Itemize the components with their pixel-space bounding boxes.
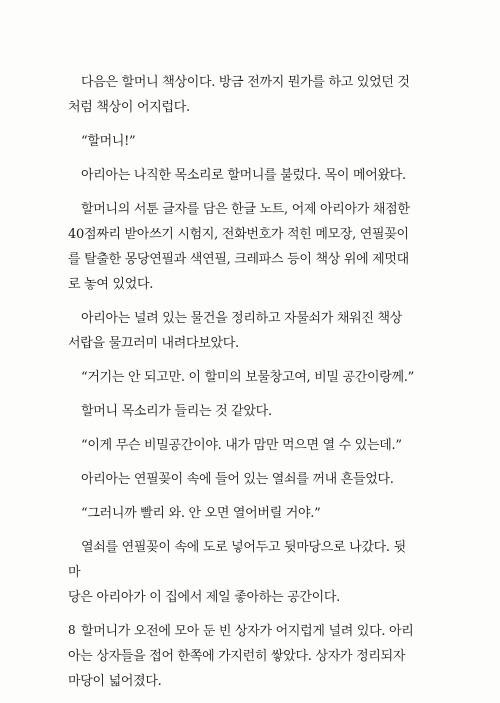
body-text [68,70,418,703]
paragraph: “이게 무슨 비밀공간이야. 내가 맘만 먹으면 열 수 있는데.” [81,438,402,453]
paragraph: 할머니의 서툰 글자를 담은 한글 노트, 어제 아리아가 채점한 40점짜리 받아쓰기 시험지, 전화번호가 적힌 메모장, 연필꽂이 를 탈출한 몽당연필과 색연필, 크레파스 등이 책상 위에 제멋대 로 놓여 있었다. [68,202,410,292]
paragraph: “그러니까 빨리 와. 안 오면 열어버릴 거야.” [81,506,321,521]
paragraph: 아리아는 나직한 목소리로 할머니를 불렀다. 목이 메어왔다. [81,168,406,183]
paragraph: “거기는 안 되고만. 이 할미의 보물창고여, 비밀 공간이랑께.” [81,370,414,385]
page-number: 8 [68,623,76,637]
paragraph: 아리아는 연필꽂이 속에 들어 있는 열쇠를 꺼내 흔들었다. [81,472,394,487]
paragraph: 아리아는 널려 있는 물건을 정리하고 자물쇠가 채워진 책상 서랍을 물끄러미 내려다보았다. [68,311,403,351]
paragraph: 다음은 할머니 책상이다. 방금 전까지 뭔가를 하고 있었던 것 처럼 책상이 어지럽다. [68,75,410,115]
paragraph: “할머니!” [81,134,136,149]
paragraph: 할머니 목소리가 들리는 것 같았다. [81,404,272,419]
paragraph: 할머니가 오전에 모아 둔 빈 상자가 어지럽게 널려 있다. 아리 아는 상자들을 접어 한쪽에 가지런히 쌓았다. 상자가 정리되자 마당이 넓어졌다. [68,624,414,689]
paragraph: 열쇠를 연필꽂이 속에 도로 넣어두고 뒷마당으로 나갔다. 뒷마 당은 아리아가 이 집에서 제일 좋아하는 공간이다. [68,540,406,605]
